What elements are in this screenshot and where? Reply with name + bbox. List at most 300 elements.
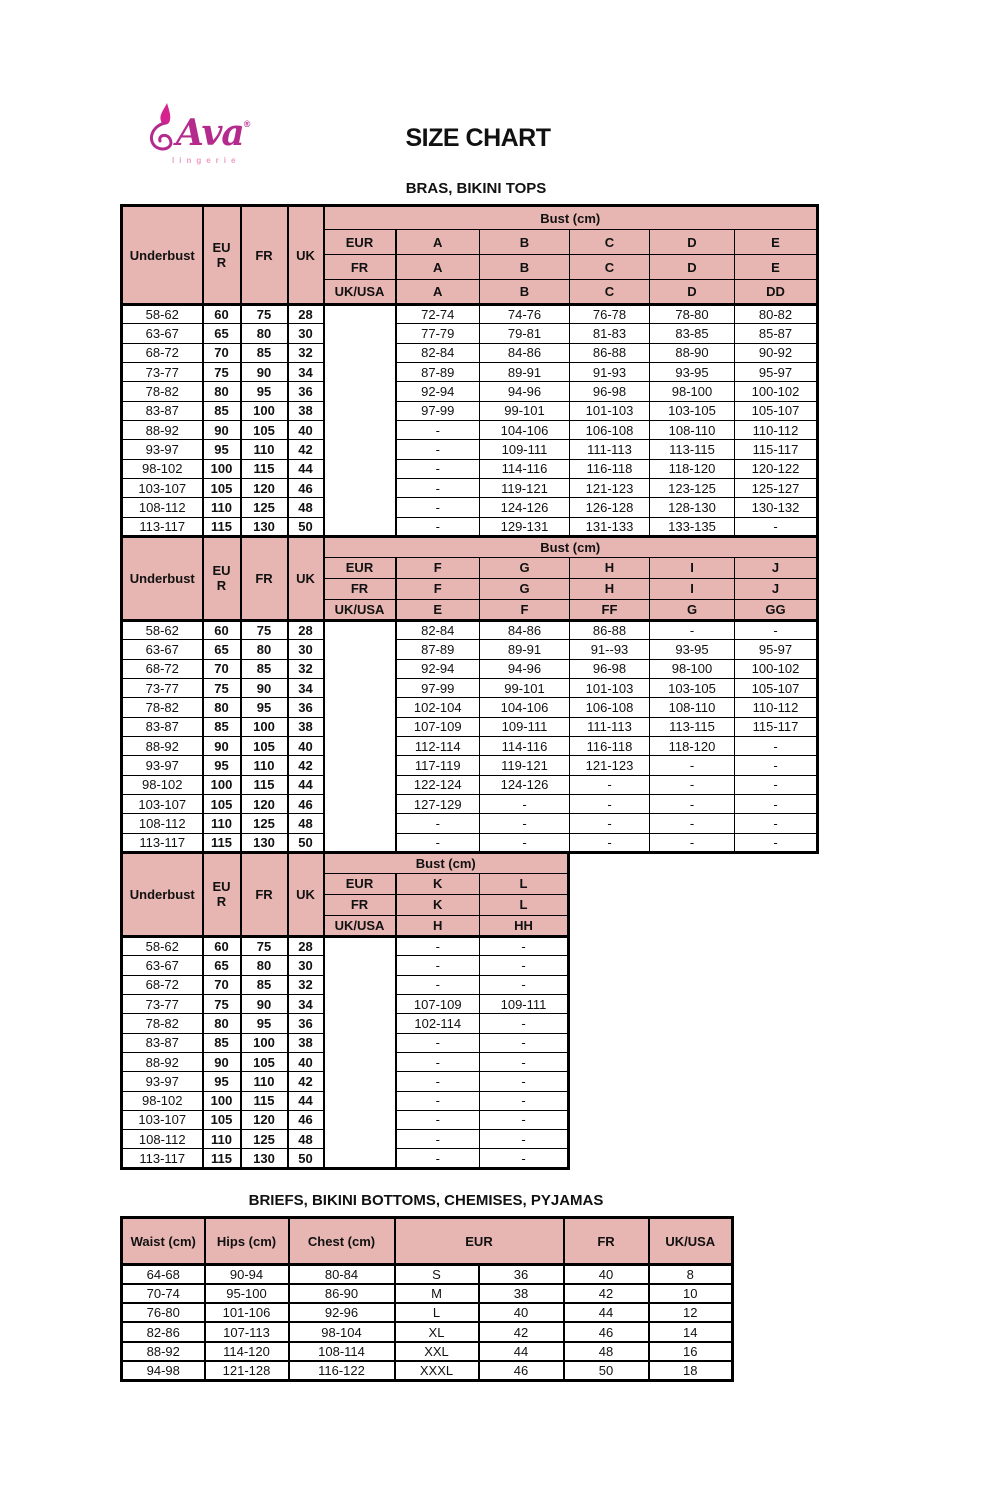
header-cup-size: E: [735, 230, 818, 255]
size-cell: 114-120: [205, 1342, 289, 1361]
bust-range-cell: 95-97: [735, 640, 818, 659]
underbust-cell: 78-82: [122, 1014, 203, 1033]
bust-range-cell: 77-79: [396, 324, 480, 343]
bust-range-cell: -: [570, 775, 650, 794]
bust-range-cell: 111-113: [570, 440, 650, 459]
bust-range-cell: -: [650, 620, 735, 639]
bust-range-cell: 121-123: [570, 478, 650, 497]
bust-range-cell: 131-133: [570, 517, 650, 536]
bras-size-table-cups-k-l: [120, 851, 570, 1170]
eur-cell: 80: [203, 1014, 241, 1033]
size-cell: 40: [479, 1303, 564, 1322]
header-cup-size: J: [735, 578, 818, 599]
bust-range-cell: -: [396, 936, 480, 955]
bust-range-cell: 130-132: [735, 498, 818, 517]
header-system-fr: FR: [324, 255, 396, 280]
header-cup-size: K: [396, 873, 480, 894]
bust-range-cell: -: [396, 1110, 480, 1129]
bust-range-cell: -: [396, 440, 480, 459]
bust-range-cell: -: [650, 794, 735, 813]
underbust-cell: 63-67: [122, 324, 203, 343]
size-cell: 70-74: [122, 1284, 205, 1303]
bras-size-table-cups-f-j: [120, 535, 819, 854]
size-cell: 50: [564, 1361, 649, 1380]
table-row: [122, 640, 818, 659]
eur-cell: 70: [203, 975, 241, 994]
bust-range-cell: 106-108: [570, 698, 650, 717]
header-system-eur: EUR: [324, 230, 396, 255]
underbust-cell: 63-67: [122, 640, 203, 659]
size-cell: 10: [649, 1284, 733, 1303]
header-cup-size: DD: [735, 280, 818, 305]
bust-range-cell: 101-103: [570, 401, 650, 420]
size-cell: 46: [564, 1322, 649, 1341]
bust-range-cell: 93-95: [650, 640, 735, 659]
header-fr: FR: [241, 852, 288, 936]
header-cup-size: A: [396, 255, 480, 280]
uk-cell: 28: [288, 936, 324, 955]
size-cell: XXL: [395, 1342, 479, 1361]
header-cup-size: L: [480, 873, 569, 894]
underbust-cell: 103-107: [122, 478, 203, 497]
fr-cell: 115: [241, 775, 288, 794]
header-bust-cm: Bust (cm): [324, 206, 818, 230]
bust-range-cell: 99-101: [480, 401, 570, 420]
eur-cell: 90: [203, 1052, 241, 1071]
size-cell: 18: [649, 1361, 733, 1380]
underbust-cell: 58-62: [122, 936, 203, 955]
bust-range-cell: -: [480, 1149, 569, 1168]
underbust-cell: 113-117: [122, 833, 203, 852]
bust-range-cell: 107-109: [396, 717, 480, 736]
header-cup-size: B: [480, 280, 570, 305]
header-cup-size: E: [396, 599, 480, 620]
eur-cell: 75: [203, 678, 241, 697]
bust-range-cell: -: [735, 620, 818, 639]
table-row: [122, 1284, 733, 1303]
bust-range-cell: -: [396, 517, 480, 536]
bust-range-cell: 98-100: [650, 382, 735, 401]
fr-cell: 100: [241, 717, 288, 736]
eur-cell: 100: [203, 1091, 241, 1110]
fr-cell: 125: [241, 1130, 288, 1149]
bust-range-cell: -: [480, 975, 569, 994]
bust-range-cell: 104-106: [480, 698, 570, 717]
page-title: SIZE CHART: [405, 124, 551, 152]
fr-cell: 130: [241, 517, 288, 536]
eur-cell: 105: [203, 1110, 241, 1129]
underbust-cell: 88-92: [122, 1052, 203, 1071]
underbust-cell: 58-62: [122, 305, 203, 324]
bust-range-cell: 84-86: [480, 620, 570, 639]
table-row: [122, 362, 818, 381]
bust-range-cell: -: [480, 1091, 569, 1110]
eur-cell: 105: [203, 478, 241, 497]
bust-range-cell: 110-112: [735, 698, 818, 717]
bust-range-cell: -: [570, 814, 650, 833]
fr-cell: 130: [241, 833, 288, 852]
bust-range-cell: 89-91: [480, 640, 570, 659]
size-cell: 44: [479, 1342, 564, 1361]
bust-range-cell: 107-109: [396, 994, 480, 1013]
header-fr: FR: [241, 536, 288, 620]
table-row: [122, 459, 818, 478]
uk-cell: 48: [288, 498, 324, 517]
bust-range-cell: 119-121: [480, 756, 570, 775]
underbust-cell: 98-102: [122, 775, 203, 794]
eur-cell: 110: [203, 498, 241, 517]
bust-range-cell: -: [735, 756, 818, 775]
bust-range-cell: -: [480, 1052, 569, 1071]
underbust-cell: 78-82: [122, 698, 203, 717]
bust-range-cell: 74-76: [480, 305, 570, 324]
bust-range-cell: -: [650, 756, 735, 775]
fr-cell: 110: [241, 756, 288, 775]
fr-cell: 90: [241, 362, 288, 381]
bust-range-cell: 82-84: [396, 343, 480, 362]
uk-cell: 36: [288, 382, 324, 401]
underbust-cell: 113-117: [122, 517, 203, 536]
uk-cell: 32: [288, 343, 324, 362]
table-row: [122, 343, 818, 362]
underbust-cell: 73-77: [122, 678, 203, 697]
bust-range-cell: -: [735, 814, 818, 833]
eur-cell: 65: [203, 956, 241, 975]
bust-range-cell: 84-86: [480, 343, 570, 362]
header-system-ukusa: UK/USA: [324, 915, 396, 936]
underbust-cell: 78-82: [122, 382, 203, 401]
uk-cell: 40: [288, 1052, 324, 1071]
eur-cell: 85: [203, 401, 241, 420]
table-row: [122, 698, 818, 717]
bras-size-table-cups-a-e: [120, 204, 819, 538]
header-cup-size: G: [480, 578, 570, 599]
eur-cell: 90: [203, 420, 241, 439]
size-cell: 44: [564, 1303, 649, 1322]
table-row: [122, 401, 818, 420]
size-cell: 64-68: [122, 1265, 205, 1284]
bust-range-cell: 109-111: [480, 440, 570, 459]
header-system-eur: EUR: [324, 873, 396, 894]
size-cell: 14: [649, 1322, 733, 1341]
bust-range-cell: 103-105: [650, 401, 735, 420]
fr-cell: 125: [241, 498, 288, 517]
header-cup-size: K: [396, 894, 480, 915]
table-row: [122, 324, 818, 343]
bust-range-cell: -: [735, 775, 818, 794]
bust-range-cell: 90-92: [735, 343, 818, 362]
size-cell: XXXL: [395, 1361, 479, 1380]
eur-cell: 110: [203, 814, 241, 833]
header-cup-size: C: [570, 230, 650, 255]
bust-range-cell: -: [396, 956, 480, 975]
fr-cell: 110: [241, 1072, 288, 1091]
header-row: [122, 1218, 733, 1265]
bust-range-cell: 115-117: [735, 717, 818, 736]
underbust-cell: 73-77: [122, 994, 203, 1013]
uk-cell: 48: [288, 814, 324, 833]
header-chestcm: Chest (cm): [289, 1218, 395, 1265]
table-row: [122, 814, 818, 833]
bust-range-cell: -: [480, 1072, 569, 1091]
bust-range-cell: 124-126: [480, 775, 570, 794]
logo-wordmark: Ava®: [176, 112, 250, 154]
fr-cell: 115: [241, 1091, 288, 1110]
uk-cell: 30: [288, 324, 324, 343]
fr-cell: 105: [241, 1052, 288, 1071]
size-cell: 116-122: [289, 1361, 395, 1380]
uk-cell: 44: [288, 1091, 324, 1110]
empty-spacer-cell: [324, 305, 396, 537]
bust-range-cell: -: [480, 833, 570, 852]
fr-cell: 105: [241, 420, 288, 439]
header-cup-size: FF: [570, 599, 650, 620]
eur-cell: 60: [203, 305, 241, 324]
fr-cell: 85: [241, 659, 288, 678]
header-fr: FR: [241, 206, 288, 305]
header-cup-size: A: [396, 230, 480, 255]
fr-cell: 120: [241, 1110, 288, 1129]
underbust-cell: 88-92: [122, 736, 203, 755]
uk-cell: 44: [288, 775, 324, 794]
bust-range-cell: -: [570, 794, 650, 813]
bust-range-cell: 126-128: [570, 498, 650, 517]
fr-cell: 75: [241, 936, 288, 955]
fr-cell: 95: [241, 1014, 288, 1033]
uk-cell: 44: [288, 459, 324, 478]
fr-cell: 115: [241, 459, 288, 478]
bust-range-cell: -: [735, 736, 818, 755]
bust-range-cell: -: [396, 459, 480, 478]
underbust-cell: 103-107: [122, 794, 203, 813]
bust-range-cell: 92-94: [396, 659, 480, 678]
header-cup-size: D: [650, 280, 735, 305]
table-row: [122, 833, 818, 852]
bust-range-cell: 101-103: [570, 678, 650, 697]
empty-spacer-cell: [324, 936, 396, 1168]
bust-range-cell: 113-115: [650, 440, 735, 459]
size-cell: 82-86: [122, 1322, 205, 1341]
bust-range-cell: 94-96: [480, 659, 570, 678]
size-cell: 94-98: [122, 1361, 205, 1380]
underbust-cell: 98-102: [122, 459, 203, 478]
bust-range-cell: 106-108: [570, 420, 650, 439]
size-cell: 80-84: [289, 1265, 395, 1284]
bust-range-cell: 115-117: [735, 440, 818, 459]
bust-range-cell: -: [735, 833, 818, 852]
underbust-cell: 68-72: [122, 343, 203, 362]
header-cup-size: J: [735, 557, 818, 578]
uk-cell: 50: [288, 833, 324, 852]
bust-range-cell: 116-118: [570, 736, 650, 755]
header-eur: EUR: [203, 852, 241, 936]
size-cell: 42: [479, 1322, 564, 1341]
bust-range-cell: 78-80: [650, 305, 735, 324]
table-row: [122, 620, 818, 639]
bust-range-cell: 72-74: [396, 305, 480, 324]
briefs-size-table: [120, 1216, 734, 1382]
bust-range-cell: -: [480, 1014, 569, 1033]
table-row: [122, 305, 818, 324]
size-cell: 8: [649, 1265, 733, 1284]
uk-cell: 40: [288, 736, 324, 755]
bust-range-cell: 125-127: [735, 478, 818, 497]
table-row: [122, 659, 818, 678]
eur-cell: 85: [203, 1033, 241, 1052]
eur-cell: 95: [203, 1072, 241, 1091]
registered-mark: ®: [243, 119, 250, 129]
bust-range-cell: 91-93: [570, 362, 650, 381]
bust-range-cell: 88-90: [650, 343, 735, 362]
bust-range-cell: 114-116: [480, 736, 570, 755]
eur-cell: 90: [203, 736, 241, 755]
uk-cell: 28: [288, 620, 324, 639]
bust-range-cell: 79-81: [480, 324, 570, 343]
bust-range-cell: -: [480, 936, 569, 955]
underbust-cell: 83-87: [122, 401, 203, 420]
header-cup-size: E: [735, 255, 818, 280]
underbust-cell: 58-62: [122, 620, 203, 639]
bras-tables-stack: [120, 204, 819, 1170]
table-row: [122, 1303, 733, 1322]
eur-cell: 115: [203, 517, 241, 536]
table-row: [122, 440, 818, 459]
bust-range-cell: -: [396, 1130, 480, 1149]
header-cup-size: D: [650, 255, 735, 280]
eur-cell: 75: [203, 994, 241, 1013]
bust-range-cell: -: [396, 420, 480, 439]
fr-cell: 80: [241, 956, 288, 975]
eur-cell: 115: [203, 833, 241, 852]
bust-range-cell: 105-107: [735, 678, 818, 697]
header-uk: UK: [288, 536, 324, 620]
table-row: [122, 936, 569, 955]
eur-cell: 75: [203, 362, 241, 381]
underbust-cell: 68-72: [122, 975, 203, 994]
header-cup-size: L: [480, 894, 569, 915]
bust-range-cell: 89-91: [480, 362, 570, 381]
table-row: [122, 756, 818, 775]
table-row: [122, 382, 818, 401]
header-cup-size: C: [570, 280, 650, 305]
uk-cell: 36: [288, 1014, 324, 1033]
header-system-fr: FR: [324, 894, 396, 915]
bust-range-cell: 97-99: [396, 678, 480, 697]
fr-cell: 80: [241, 640, 288, 659]
size-cell: 12: [649, 1303, 733, 1322]
bust-range-cell: -: [396, 1052, 480, 1071]
uk-cell: 46: [288, 478, 324, 497]
header-uk: UK: [288, 852, 324, 936]
uk-cell: 34: [288, 362, 324, 381]
bust-range-cell: 109-111: [480, 717, 570, 736]
fr-cell: 85: [241, 975, 288, 994]
table-row: [122, 794, 818, 813]
eur-cell: 85: [203, 717, 241, 736]
size-cell: 38: [479, 1284, 564, 1303]
bust-range-cell: -: [650, 775, 735, 794]
bust-range-cell: 118-120: [650, 736, 735, 755]
bust-range-cell: 81-83: [570, 324, 650, 343]
underbust-cell: 93-97: [122, 756, 203, 775]
uk-cell: 42: [288, 440, 324, 459]
table-row: [122, 1265, 733, 1284]
bust-range-cell: -: [480, 1130, 569, 1149]
header-row: [122, 852, 569, 873]
bust-range-cell: 102-104: [396, 698, 480, 717]
table-row: [122, 420, 818, 439]
header-ukusa: UK/USA: [649, 1218, 733, 1265]
eur-cell: 80: [203, 698, 241, 717]
header-uk: UK: [288, 206, 324, 305]
size-cell: 36: [479, 1265, 564, 1284]
header-cup-size: H: [570, 557, 650, 578]
header-row: [122, 206, 818, 230]
bust-range-cell: -: [396, 975, 480, 994]
underbust-cell: 113-117: [122, 1149, 203, 1168]
bust-range-cell: 98-100: [650, 659, 735, 678]
size-cell: 48: [564, 1342, 649, 1361]
bust-range-cell: -: [735, 517, 818, 536]
uk-cell: 34: [288, 994, 324, 1013]
bust-range-cell: 87-89: [396, 362, 480, 381]
size-cell: 86-90: [289, 1284, 395, 1303]
logo-subtitle: lingerie: [172, 156, 241, 165]
bust-range-cell: 83-85: [650, 324, 735, 343]
bust-range-cell: 121-123: [570, 756, 650, 775]
header-cup-size: F: [480, 599, 570, 620]
fr-cell: 90: [241, 994, 288, 1013]
bust-range-cell: 129-131: [480, 517, 570, 536]
underbust-cell: 83-87: [122, 1033, 203, 1052]
header-cup-size: C: [570, 255, 650, 280]
size-cell: 90-94: [205, 1265, 289, 1284]
uk-cell: 46: [288, 1110, 324, 1129]
bust-range-cell: 124-126: [480, 498, 570, 517]
bust-range-cell: 92-94: [396, 382, 480, 401]
fr-cell: 85: [241, 343, 288, 362]
header-cup-size: F: [396, 557, 480, 578]
header-hipscm: Hips (cm): [205, 1218, 289, 1265]
header-waistcm: Waist (cm): [122, 1218, 205, 1265]
eur-cell: 65: [203, 324, 241, 343]
bust-range-cell: 120-122: [735, 459, 818, 478]
eur-cell: 60: [203, 620, 241, 639]
table-row: [122, 498, 818, 517]
bust-range-cell: -: [480, 814, 570, 833]
bust-range-cell: 114-116: [480, 459, 570, 478]
bust-range-cell: -: [396, 1149, 480, 1168]
uk-cell: 38: [288, 1033, 324, 1052]
bust-range-cell: 82-84: [396, 620, 480, 639]
fr-cell: 125: [241, 814, 288, 833]
uk-cell: 42: [288, 756, 324, 775]
bust-range-cell: 108-110: [650, 698, 735, 717]
fr-cell: 120: [241, 478, 288, 497]
bust-range-cell: 117-119: [396, 756, 480, 775]
fr-cell: 95: [241, 698, 288, 717]
bust-range-cell: 118-120: [650, 459, 735, 478]
size-cell: 92-96: [289, 1303, 395, 1322]
eur-cell: 115: [203, 1149, 241, 1168]
table-row: [122, 478, 818, 497]
bust-range-cell: 93-95: [650, 362, 735, 381]
underbust-cell: 83-87: [122, 717, 203, 736]
bust-range-cell: 80-82: [735, 305, 818, 324]
fr-cell: 75: [241, 305, 288, 324]
bust-range-cell: 108-110: [650, 420, 735, 439]
header-cup-size: F: [396, 578, 480, 599]
